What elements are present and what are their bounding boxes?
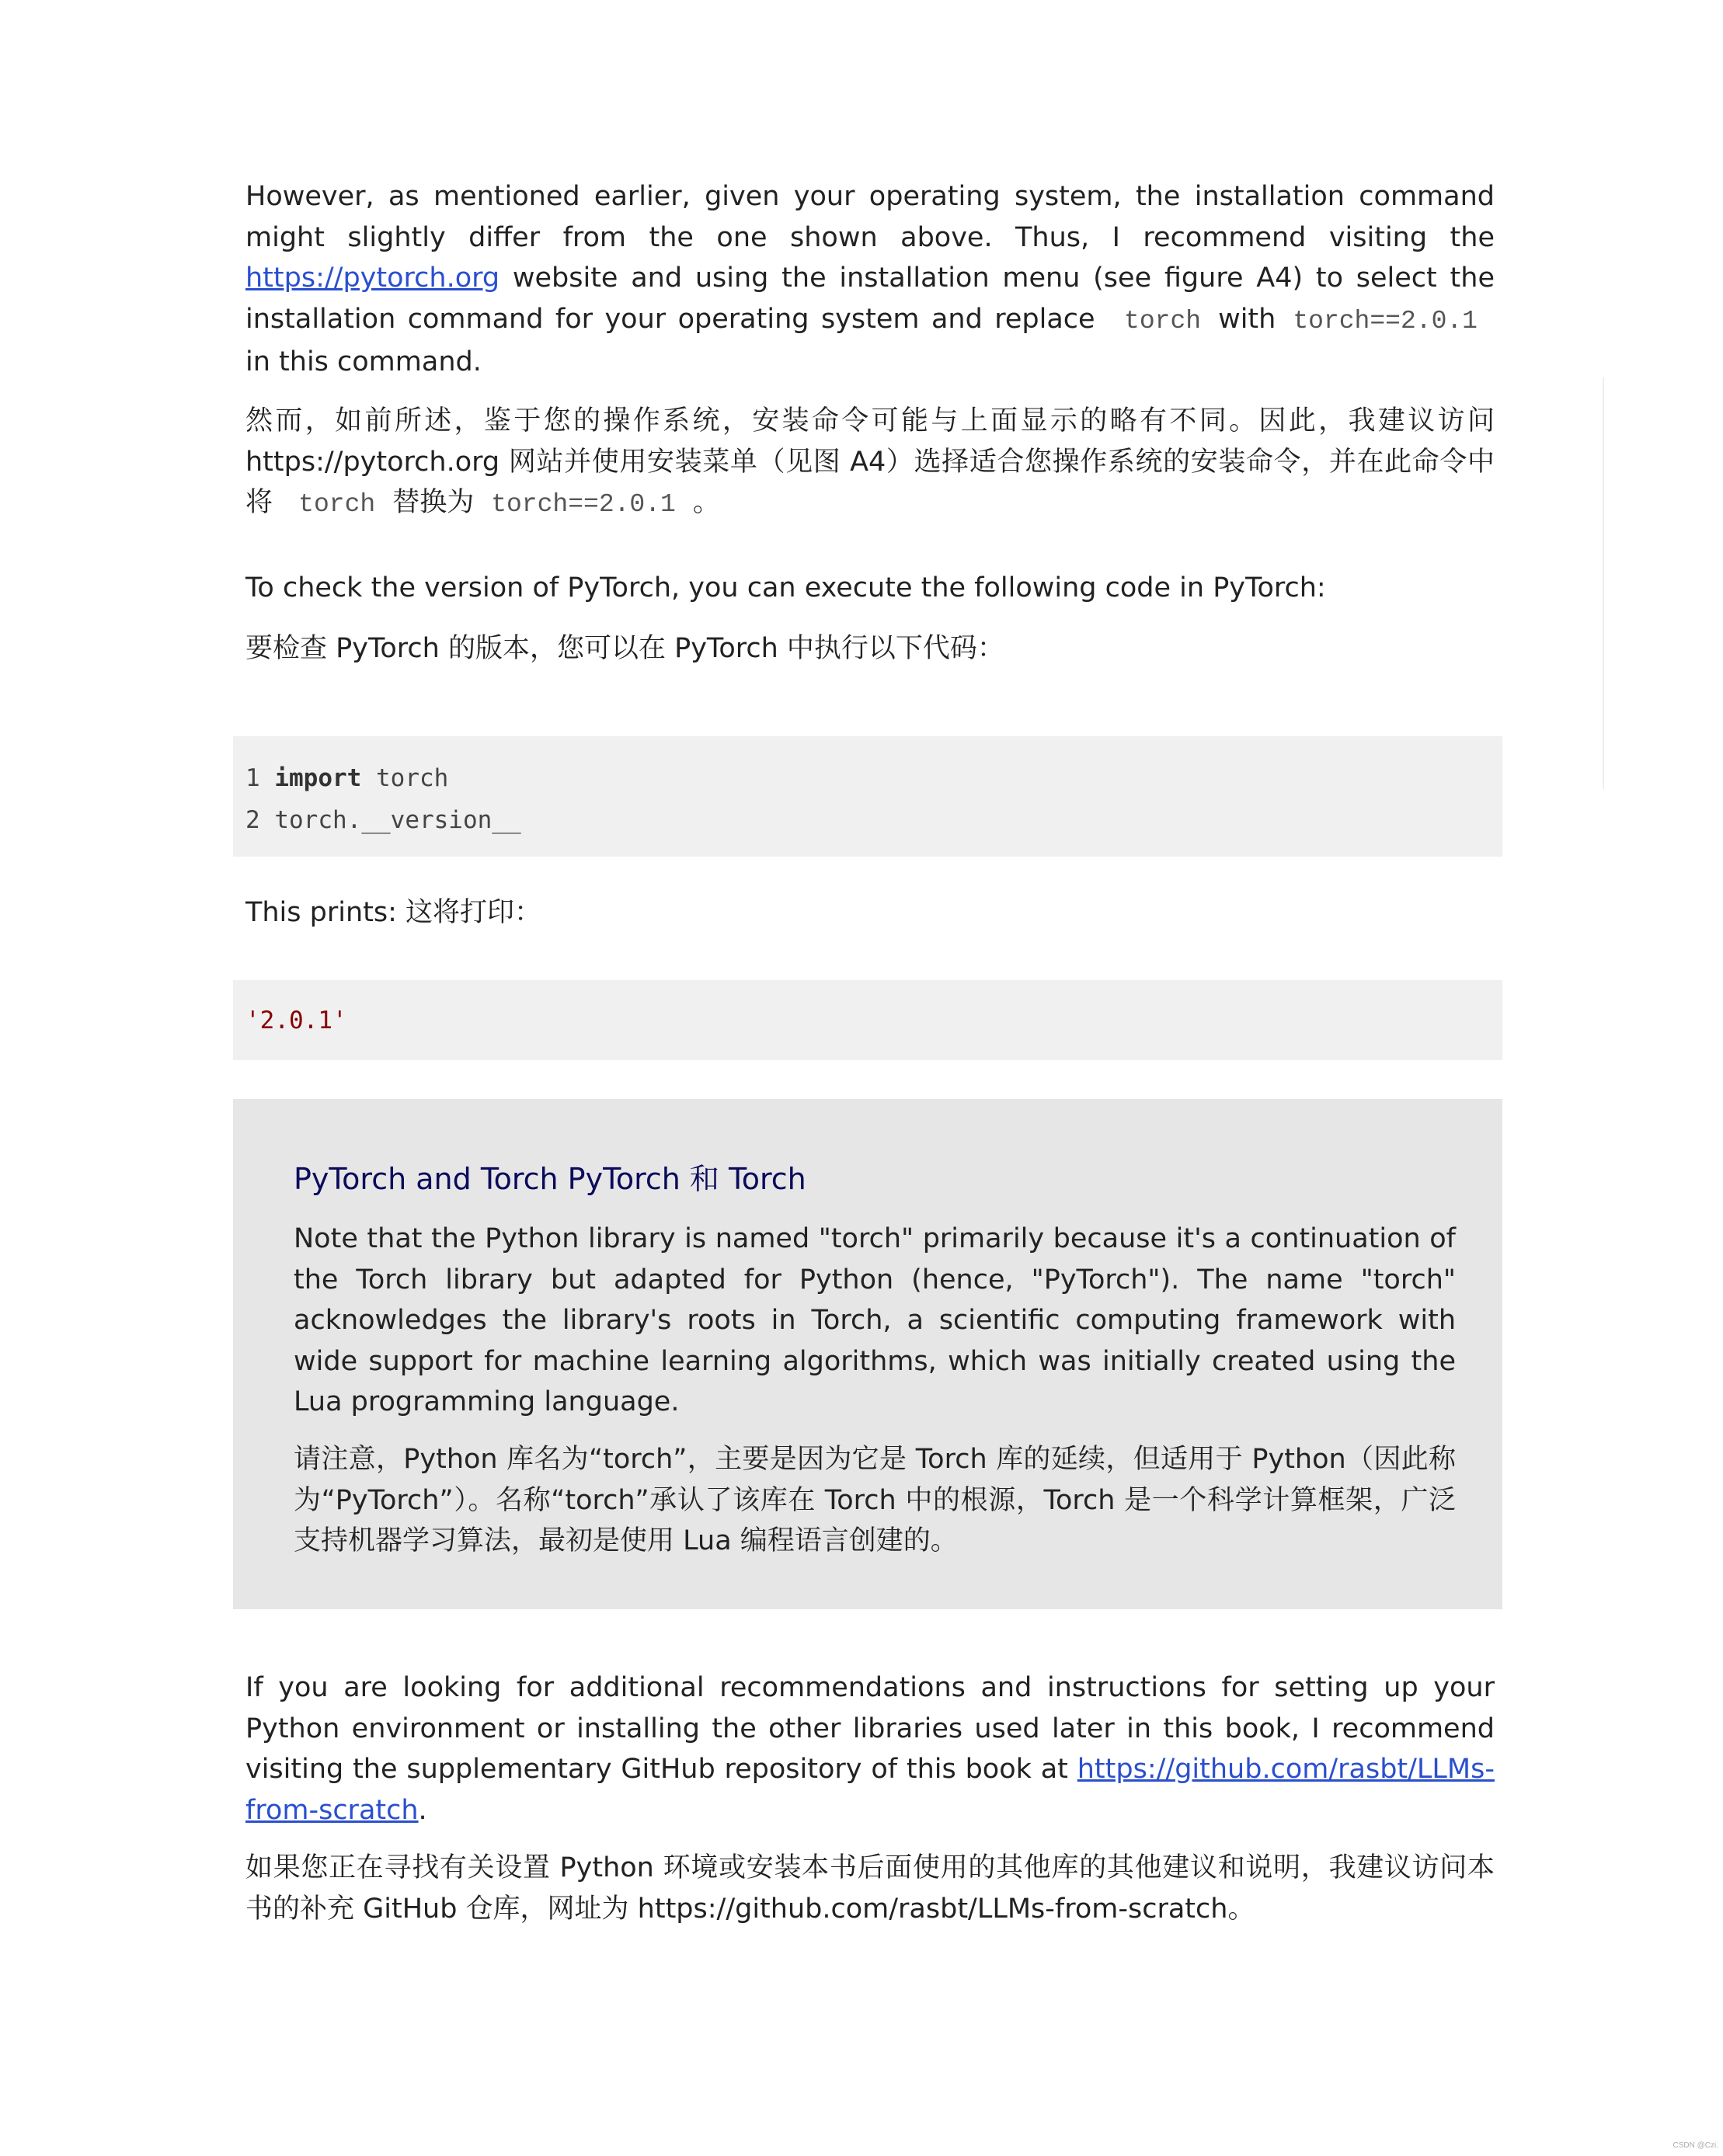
code-text: torch.__version__ — [274, 806, 521, 834]
additional-tail: . — [418, 1794, 427, 1826]
output-block — [233, 980, 1502, 1060]
check-version-en: To check the version of PyTorch, you can execute the following code in PyTorch: — [245, 572, 1326, 603]
line-number: 2 — [245, 806, 260, 834]
install-paragraph-zh — [245, 401, 1495, 526]
install-with: with — [1218, 303, 1276, 335]
callout-box — [233, 1099, 1502, 1609]
github-link[interactable]: https://github.com/rasbt/LLMs-from-scratch — [245, 1754, 1495, 1826]
callout-title: PyTorch and Torch PyTorch 和 Torch — [294, 1162, 806, 1196]
install-zh-tail: 。 — [692, 487, 720, 518]
inline-code-torch-version: torch==2.0.1 — [1293, 306, 1478, 336]
line-number: 1 — [245, 764, 260, 792]
callout-body-en: Note that the Python library is named "torch" primarily because it's a continuation of the Torch library but adapted for Python (hence, "PyTorch"). The name "torch" acknowledges the library's roots in Torch, a scientific computing framework with wide support for machine learning algorithms, which was initially created using the Lua programming language. — [294, 1223, 1456, 1417]
callout-body-zh: 请注意，Python 库名为“torch”，主要是因为它是 Torch 库的延续，但适用于 Python（因此称为“PyTorch”）。名称“torch”承认了该库在 Torch 中的根源，Torch 是一个科学计算框架，广泛支持机器学习算法，最初是使用 Lua 编程语言创建的。 — [294, 1444, 1456, 1556]
install-tail: in this command. — [245, 346, 482, 377]
install-zh-text: 然而，如前所述，鉴于您的操作系统，安装命令可能与上面显示的略有不同。因此，我建议访问 https://pytorch.org 网站并使用安装菜单（见图 A4）选择适合您操作系统的安装命令，并在此命令中将 — [245, 405, 1495, 518]
check-version-zh: 要检查 PyTorch 的版本，您可以在 PyTorch 中执行以下代码： — [245, 633, 1004, 664]
output-value: '2.0.1' — [245, 1007, 347, 1035]
additional-text: If you are looking for additional recommendations and instructions for setting up your Python environment or installing the other libraries used later in this book, I recommend visiting the supplementary GitHub repository of this book at — [245, 1672, 1495, 1785]
code-block — [233, 736, 1502, 857]
code-line-2 — [245, 806, 521, 834]
code-line-1 — [245, 764, 448, 792]
inline-code-torch-zh: torch — [298, 490, 376, 519]
code-text: torch — [361, 764, 449, 792]
watermark: CSDN @Czi. — [1673, 2141, 1718, 2150]
additional-paragraph-en — [245, 1667, 1495, 1831]
install-text: However, as mentioned earlier, given your operating system, the installation command might slightly differ from the one shown above. Thus, I recommend visiting the — [245, 181, 1495, 253]
install-paragraph-en — [245, 176, 1495, 383]
install-zh-middle: 替换为 — [392, 487, 475, 518]
pytorch-link[interactable]: https://pytorch.org — [245, 263, 500, 294]
prints-label: This prints: 这将打印： — [245, 897, 542, 928]
inline-code-torch-version-zh: torch==2.0.1 — [491, 490, 676, 519]
additional-paragraph-zh: 如果您正在寻找有关设置 Python 环境或安装本书后面使用的其他库的其他建议和说明，我建议访问本书的补充 GitHub 仓库，网址为 https://github.com/rasbt/LLMs-from-scratch。 — [245, 1852, 1495, 1925]
code-keyword: import — [274, 764, 362, 792]
page-edge-line — [1603, 377, 1604, 789]
install-text-cont: website and using the installation menu (see figure A4) to select the installation command for your operating system and replace — [245, 263, 1495, 335]
inline-code-torch: torch — [1124, 306, 1202, 336]
